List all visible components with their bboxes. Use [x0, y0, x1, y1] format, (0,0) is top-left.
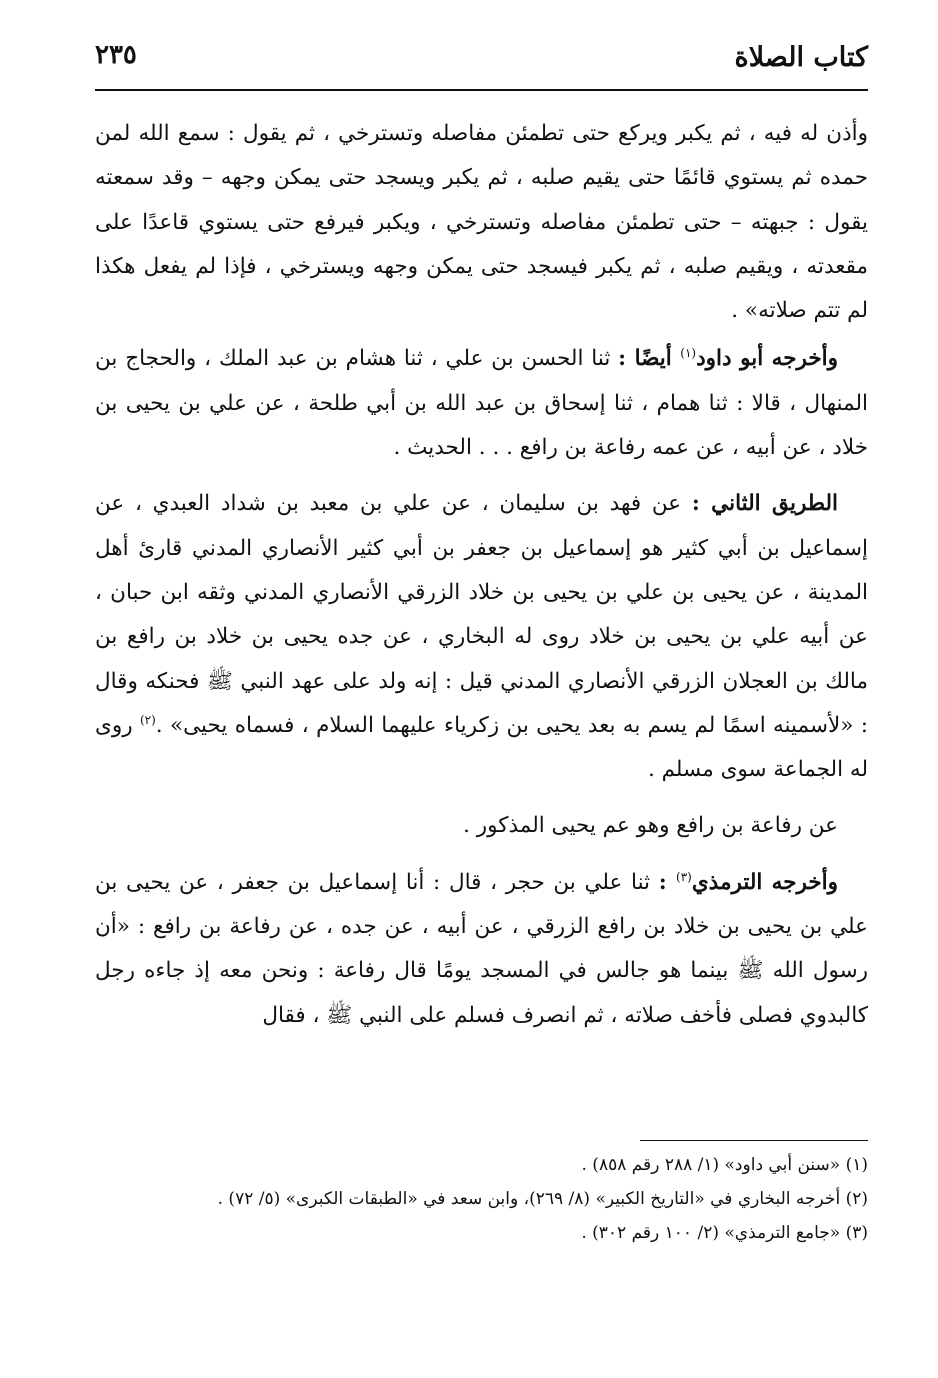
paragraph-1	[95, 112, 868, 333]
footnote-text: «جامع الترمذي» (٢/ ١٠٠ رقم ٣٠٢) .	[581, 1223, 841, 1243]
paragraph-text: عن رفاعة بن رافع وهو عم يحيى المذكور .	[463, 813, 838, 839]
footnote-rule	[640, 1140, 868, 1141]
main-text	[95, 112, 868, 1050]
footnote-number: (١)	[845, 1155, 868, 1175]
paragraph-text: ثنا الحسن بن علي ، ثنا هشام بن عبد الملك ، والحجاج بن المنهال ، قالا : ثنا همام ، ثنا إسحاق بن عبد الله بن أبي طلحة ، عن علي بن يحيى بن خلاد ، عن أبيه ، عن عمه رفاعة بن رافع . . . الحديث .	[95, 346, 868, 461]
paragraph-4	[95, 804, 868, 848]
paragraph-lead: الطريق الثاني :	[691, 491, 838, 517]
paragraph-5	[95, 861, 868, 1038]
footnote-3	[80, 1218, 868, 1248]
paragraph-lead: وأخرجه الترمذي	[691, 869, 839, 895]
page-number: ٢٣٥	[95, 40, 137, 70]
paragraph-text: عن فهد بن سليمان ، عن علي بن معبد بن شداد العبدي ، عن إسماعيل بن أبي كثير هو إسماعيل بن جعفر بن أبي كثير الأنصاري المدني قارئ أهل المدينة ، عن يحيى بن علي بن يحيى بن خلاد الزرقي الأنصاري المدني وثقه ابن حبان ، عن أبيه علي بن يحيى بن خلاد روى له البخاري ، عن جده يحيى بن خلاد بن رافع بن مالك بن العجلان الزرقي الأنصاري المدني قيل : إنه ولد على عهد النبي ﷺ فحنكه وقال : «لأسمينه اسمًا لم يسم به بعد يحيى بن زكرياء عليهما السلام ، فسماه يحيى» .	[95, 491, 868, 738]
footnote-number: (٢)	[845, 1189, 868, 1209]
paragraph-text-cont: روى له الجماعة سوى مسلم .	[95, 712, 868, 783]
footnote-1	[80, 1150, 868, 1180]
footnote-ref: (٣)	[676, 869, 692, 884]
paragraph-lead-cont: أيضًا :	[618, 346, 681, 372]
page-header	[95, 40, 868, 88]
footnote-ref: (٢)	[139, 712, 156, 727]
header-rule	[95, 89, 868, 91]
footnote-text: أخرجه البخاري في «التاريخ الكبير» (٨/ ٢٦٩)، وابن سعد في «الطبقات الكبرى» (٥/ ٧٢) .	[217, 1189, 841, 1209]
footnote-2	[80, 1184, 868, 1214]
footnotes	[80, 1150, 868, 1252]
footnote-ref: (١)	[680, 346, 697, 361]
paragraph-text: وأذن له فيه ، ثم يكبر ويركع حتى تطمئن مفاصله وتسترخي ، ثم يقول : سمع الله لمن حمده ثم يستوي قائمًا حتى يقيم صلبه ، ثم يكبر ويسجد حتى يمكن وجهه – وقد سمعته يقول : جبهته – حتى تطمئن مفاصله وتسترخي ، ويكبر فيرفع حتى يستوي قاعدًا على مقعدته ، ويقيم صلبه ، ثم يكبر فيسجد حتى يمكن وجهه ويسترخي ، فإذا لم يفعل هكذا لم تتم صلاته» .	[95, 121, 868, 324]
footnote-number: (٣)	[845, 1223, 868, 1243]
paragraph-lead: وأخرجه أبو داود	[696, 346, 838, 372]
footnote-text: «سنن أبي داود» (١/ ٢٨٨ رقم ٨٥٨) .	[581, 1155, 841, 1175]
paragraph-3	[95, 482, 868, 792]
paragraph-text: ثنا علي بن حجر ، قال : أنا إسماعيل بن جعفر ، عن يحيى بن علي بن يحيى بن خلاد بن رافع الزرقي ، عن أبيه ، عن جده ، عن رفاعة بن رافع : «أن رسول الله ﷺ بينما هو جالس في المسجد يومًا قال رفاعة : ونحن معه إذ جاءه رجل كالبدوي فصلى فأخف صلاته ، ثم انصرف فسلم على النبي ﷺ ، فقال	[95, 869, 868, 1028]
running-head: كتاب الصلاة	[734, 42, 868, 73]
paragraph-2	[95, 337, 868, 470]
paragraph-lead-cont: :	[658, 869, 677, 895]
